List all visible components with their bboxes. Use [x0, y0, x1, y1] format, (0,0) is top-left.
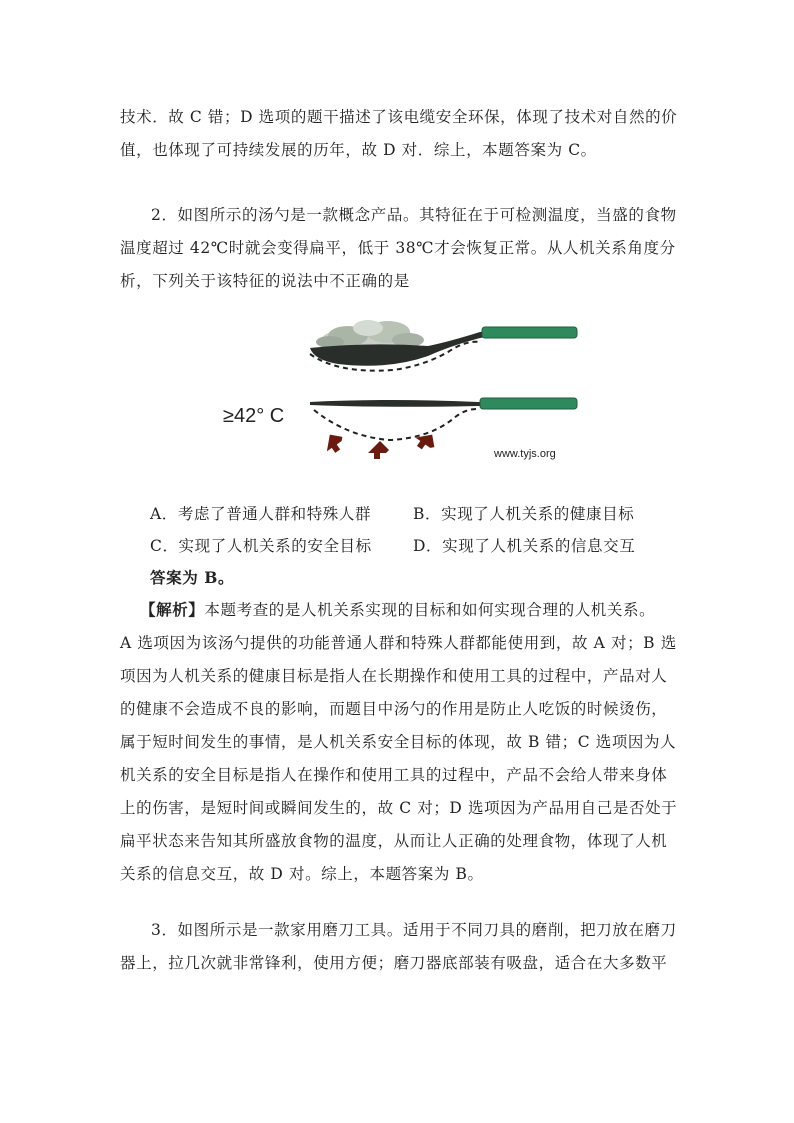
q2-answer: 答案为 B。 [150, 568, 235, 587]
text-line: 器上，拉几次就非常锋利，使用方便；磨刀器底部装有吸盘，适合在大多数平 [120, 954, 668, 972]
heat-arrow-icon [320, 428, 440, 459]
text-line: 机关系的安全目标是指人在操作和使用工具的过程中，产品不会给人带来身体 [120, 766, 668, 784]
spoon-flat-icon [310, 398, 577, 440]
option-a: A．考虑了普通人群和特殊人群 [150, 505, 372, 523]
q2-stem [120, 199, 676, 298]
text-line: 技术．故 C 错；D 选项的题干描述了该电缆安全环保，体现了技术对自然的价 [120, 108, 678, 126]
text-line: 的健康不会造成不良的影响，而题目中汤勺的作用是防止人吃饭的时候烫伤， [120, 700, 668, 718]
watermark-text: www.tyjs.org [494, 448, 556, 460]
option-d: D．实现了人机关系的信息交互 [413, 537, 636, 555]
text-line: 3．如图所示是一款家用磨刀工具。适用于不同刀具的磨削，把刀放在磨刀 [151, 921, 677, 939]
text-line: 值，也体现了可持续发展的历年，故 D 对．综上，本题答案为 C。 [120, 141, 597, 159]
q3-stem [120, 914, 676, 980]
text-line: 上的伤害，是短时间或瞬间发生的，故 C 对；D 选项因为产品用自己是否处于 [120, 799, 678, 817]
q2-analysis [120, 593, 676, 891]
temperature-label: ≥42° C [223, 405, 285, 427]
text-line: 项因为人机关系的健康目标是指人在长期操作和使用工具的过程中，产品对人 [120, 667, 668, 685]
text-line: 析，下列关于该特征的说法中不正确的是 [120, 272, 410, 290]
analysis-text: 本题考查的是人机关系实现的目标和如何实现合理的人机关系。 [204, 601, 656, 619]
q1-answer-tail [120, 101, 676, 167]
spoon-figure [218, 312, 580, 469]
text-line: 温度超过 42℃时就会变得扁平，低于 38℃才会恢复正常。从人机关系角度分 [120, 239, 676, 257]
analysis-label: 【解析】 [140, 600, 205, 619]
option-b: B．实现了人机关系的健康目标 [413, 505, 635, 523]
text-line: 2．如图所示的汤勺是一款概念产品。其特征在于可检测温度，当盛的食物 [151, 206, 677, 224]
text-line: 关系的信息交互，故 D 对。综上，本题答案为 B。 [120, 865, 484, 883]
text-line: 属于短时间发生的事情，是人机关系安全目标的体现，故 B 错；C 选项因为人 [120, 733, 677, 751]
text-line [120, 593, 676, 627]
spoon-illustration [218, 312, 580, 469]
text-line: A 选项因为该汤勺提供的功能普通人群和特殊人群都能使用到，故 A 对；B 选 [120, 634, 677, 652]
option-c: C．实现了人机关系的安全目标 [150, 537, 372, 555]
text-line: 扁平状态来告知其所盛放食物的温度，从而让人正确的处理食物，体现了人机 [120, 832, 668, 850]
